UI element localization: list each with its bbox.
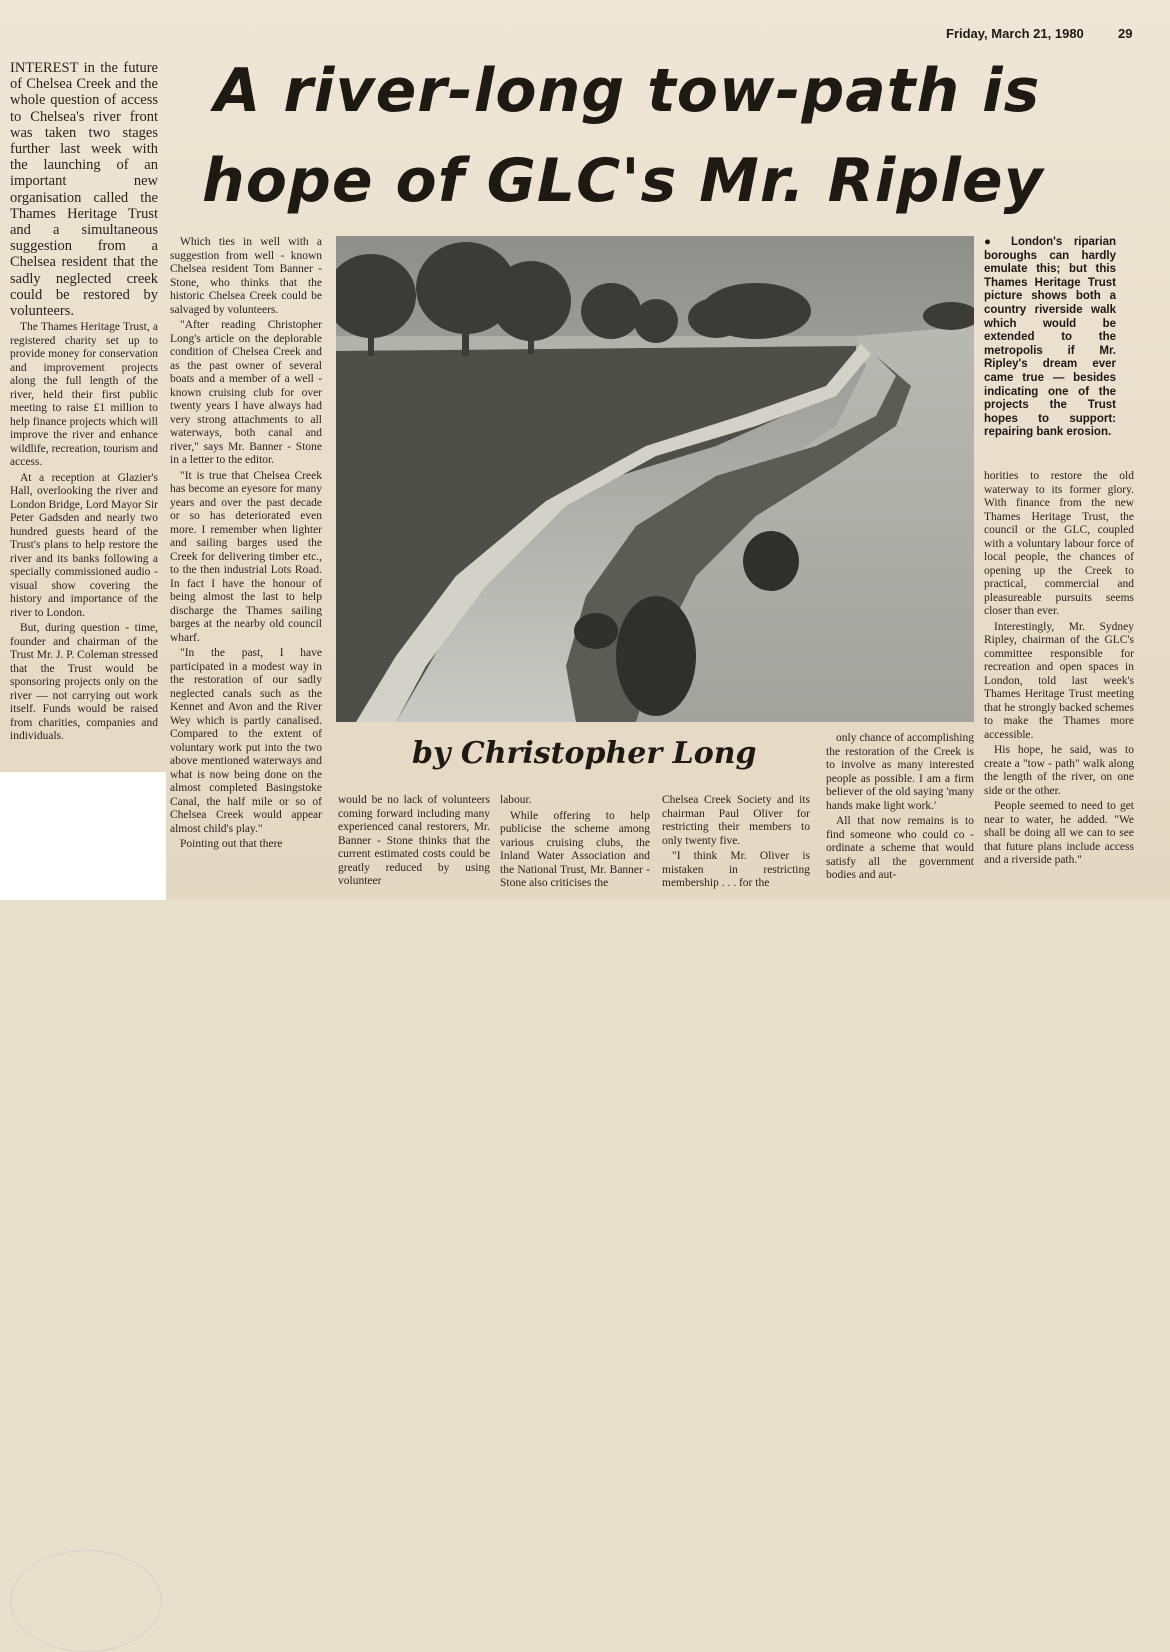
scan-corner-mask (0, 772, 166, 900)
paragraph: "It is true that Chelsea Creek has become an eyesore for many years and over the past decade or so has deteriorated even more. I remember when lighter and sailing barges used the Creek for delivering timber etc., to the then industrial Lots Road. In fact I have the honour of being almost the last to help discharge the Thames sailing barges at the nearby old council wharf. (170, 469, 322, 644)
paragraph: But, during question - time, founder and chairman of the Trust Mr. J. P. Coleman stressed that the Trust would be sponsoring projects only on the river — not carrying out work itself. Funds would be raised from charities, companies and individuals. (10, 622, 158, 743)
article-column-4 (500, 794, 650, 893)
article-column-7 (984, 470, 1134, 870)
byline: by Christopher Long (412, 736, 757, 771)
dateline: Friday, March 21, 1980 (946, 26, 1084, 41)
paragraph: labour. (500, 794, 532, 806)
headline-line-1: A river-long tow-path is (214, 56, 1041, 126)
paragraph: While offering to help publicise the scheme among various cruising clubs, the Inland Water Association and the National Trust, Mr. Banner - Stone also criticises the (500, 809, 650, 889)
paragraph: Pointing out that there (180, 838, 283, 850)
paragraph: His hope, he said, was to create a "tow - path" walk along the length of the river, on one side or the other. (984, 744, 1134, 797)
photo-caption: ● London's riparian boroughs can hardly emulate this; but this Thames Heritage Trust picture shows both a country riverside walk which would be extended to the metropolis if Mr. Ripley's dream ever came true — besides indicating one of the projects the Trust hopes to support: repairing bank erosion. (984, 236, 1116, 439)
paragraph: The Thames Heritage Trust, a registered charity set up to provide money for conservation and improvement projects along the full length of the river, held their first public meeting to raise £1 million to help finance projects which will improve the river and enhance wildlife, recreation, tourism and access. (10, 321, 158, 469)
article-column-3 (338, 794, 490, 891)
watermark-ring (10, 1550, 162, 1652)
paragraph: People seemed to need to get near to water, he added. "We shall be doing all we can to see that future plans include access and a riverside path." (984, 800, 1134, 866)
article-column-5 (662, 794, 810, 893)
article-column-6 (826, 732, 974, 885)
headline-line-2: hope of GLC's Mr. Ripley (202, 146, 1044, 216)
paragraph: Chelsea Creek Society and its chairman Paul Oliver for restricting their members to only twenty five. (662, 794, 810, 847)
paragraph: "In the past, I have participated in a modest way in the restoration of our sadly neglected canals such as the Kennet and Avon and the River Wey which is partly canalised. Compared to the extent of voluntary work put into the two above mentioned waterways and what is now being done on the almost completed Basingstoke Canal, the half mile or so of Chelsea Creek would appear almost child's play." (170, 647, 322, 835)
paragraph: "I think Mr. Oliver is mistaken in restricting membership . . . for the (662, 850, 810, 889)
lead-paragraph: INTEREST in the future of Chelsea Creek and the whole question of access to Chelsea's river front was taken two stages further last week with the launching of an important new organisation called the Thames Heritage Trust and a simultaneous suggestion from a Chelsea resident that the sadly neglected creek could be restored by volunteers. (10, 60, 158, 320)
paragraph: "After reading Christopher Long's article on the deplorable condition of Chelsea Creek and as the past owner of several boats and a member of a well - known cruising club for over twenty years I have always had very strong attachments to all waterways, both canal and river," says Mr. Banner - Stone in a letter to the editor. (170, 319, 322, 466)
paragraph: horities to restore the old waterway to its former glory. With finance from the new Thames Heritage Trust, the council or the GLC, coupled with a voluntary labour force of local people, the chances of opening up the Creek to practical, commercial and pleasureable pursuits seems closer than ever. (984, 470, 1134, 617)
paragraph: only chance of accomplishing the restoration of the Creek is to involve as many interested people as possible. I am a firm believer of the old saying 'many hands make light work.' (826, 732, 974, 812)
riverside-photo (336, 236, 974, 722)
paragraph: At a reception at Glazier's Hall, overlooking the river and London Bridge, Lord Mayor Sir Peter Gadsden and nearly two hundred guests heard of the Trust's plans to help restore the river and its banks following a specially commissioned audio - visual show covering the history and importance of the river to London. (10, 471, 158, 619)
article-column-2 (170, 236, 322, 854)
paragraph: Interestingly, Mr. Sydney Ripley, chairman of the GLC's committee responsible for recreation and open spaces in London, told last week's Thames Heritage Trust meeting that he strongly backed schemes to make the Thames more accessible. (984, 620, 1134, 741)
article-column-1 (10, 60, 158, 746)
paragraph: Which ties in well with a suggestion from well - known Chelsea resident Tom Banner - Stone, who thinks that the historic Chelsea Creek could be salvaged by volunteers. (170, 236, 322, 316)
paragraph: All that now remains is to find someone who could co - ordinate a scheme that would satisfy all the government bodies and aut- (826, 815, 974, 881)
page-number: 29 (1118, 26, 1133, 41)
paragraph: would be no lack of volunteers coming forward including many experienced canal restorers, Mr. Banner - Stone thinks that the current estimated costs could be greatly reduced by using volunteer (338, 794, 490, 887)
